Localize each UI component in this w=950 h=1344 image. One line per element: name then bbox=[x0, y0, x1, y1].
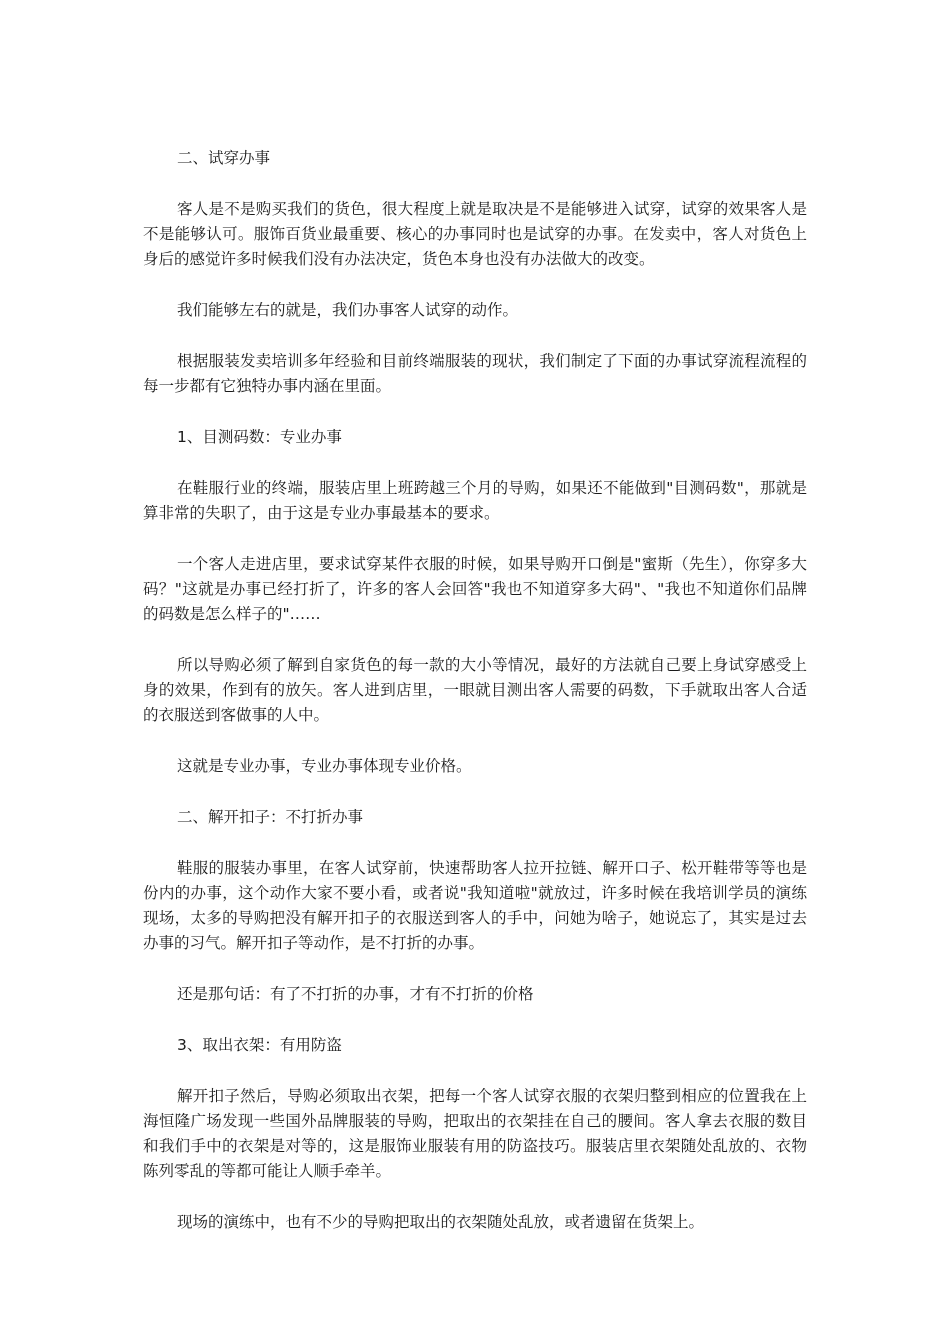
section-heading-hanger: 3、取出衣架：有用防盗 bbox=[177, 1036, 342, 1054]
paragraph-what-we-control: 我们能够左右的就是，我们办事客人试穿的动作。 bbox=[177, 301, 519, 319]
paragraph-unbutton-detail: 鞋服的服装办事里，在客人试穿前，快速帮助客人拉开拉链、解开口子、松开鞋带等等也是份内的办事，这个动作大家不要小看，或者说"我知道啦"就放过，许多时候在我培训学员的演练现场，太多的导购把没有解开扣子的衣服送到客人的手中，问她为啥子，她说忘了，其实是过去办事的习气。解开扣子等动作，是不打折的办事。 bbox=[143, 859, 807, 952]
paragraph-sizing-method: 所以导购必须了解到自家货色的每一款的大小等情况，最好的方法就自己要上身试穿感受上身的效果，作到有的放矢。客人进到店里，一眼就目测出客人需要的码数，下手就取出客人合适的衣服送到客做事的人中。 bbox=[143, 656, 807, 724]
paragraph-unbutton-summary: 还是那句话：有了不打折的办事，才有不打折的价格 bbox=[177, 985, 534, 1003]
paragraph-sizing-example: 一个客人走进店里，要求试穿某件衣服的时候，如果导购开口倒是"蜜斯（先生），你穿多大码？"这就是办事已经打折了，许多的客人会回答"我也不知道穿多大码"、"我也不知道你们品牌的码数是怎么样子的"…… bbox=[143, 555, 807, 623]
section-heading-trial-service: 二、试穿办事 bbox=[177, 149, 271, 167]
paragraph-professional-value: 这就是专业办事，专业办事体现专业价格。 bbox=[177, 757, 472, 775]
paragraph-sizing-requirement: 在鞋服行业的终端，服装店里上班跨越三个月的导购，如果还不能做到"目测码数"，那就是算非常的失职了，由于这是专业办事最基本的要求。 bbox=[143, 479, 807, 522]
section-heading-visual-sizing: 1、目测码数：专业办事 bbox=[177, 428, 342, 446]
paragraph-hanger-practice: 现场的演练中，也有不少的导购把取出的衣架随处乱放，或者遗留在货架上。 bbox=[177, 1213, 705, 1231]
paragraph-process-intro: 根据服装发卖培训多年经验和目前终端服装的现状，我们制定了下面的办事试穿流程流程的每一步都有它独特办事内涵在里面。 bbox=[143, 352, 807, 395]
paragraph-trial-importance: 客人是不是购买我们的货色，很大程度上就是取决是不是能够进入试穿，试穿的效果客人是不是能够认可。服饰百货业最重要、核心的办事同时也是试穿的办事。在发卖中，客人对货色上身后的感觉许多时候我们没有办法决定，货色本身也没有办法做大的改变。 bbox=[143, 200, 807, 268]
paragraph-hanger-detail: 解开扣子然后，导购必须取出衣架，把每一个客人试穿衣服的衣架归整到相应的位置我在上海恒隆广场发现一些国外品牌服装的导购，把取出的衣架挂在自己的腰间。客人拿去衣服的数目和我们手中的衣架是对等的，这是服饰业服装有用的防盗技巧。服装店里衣架随处乱放的、衣物陈列零乱的等都可能让人顺手牵羊。 bbox=[143, 1087, 807, 1180]
document-body bbox=[143, 146, 807, 1261]
section-heading-unbutton: 二、解开扣子：不打折办事 bbox=[177, 808, 364, 826]
